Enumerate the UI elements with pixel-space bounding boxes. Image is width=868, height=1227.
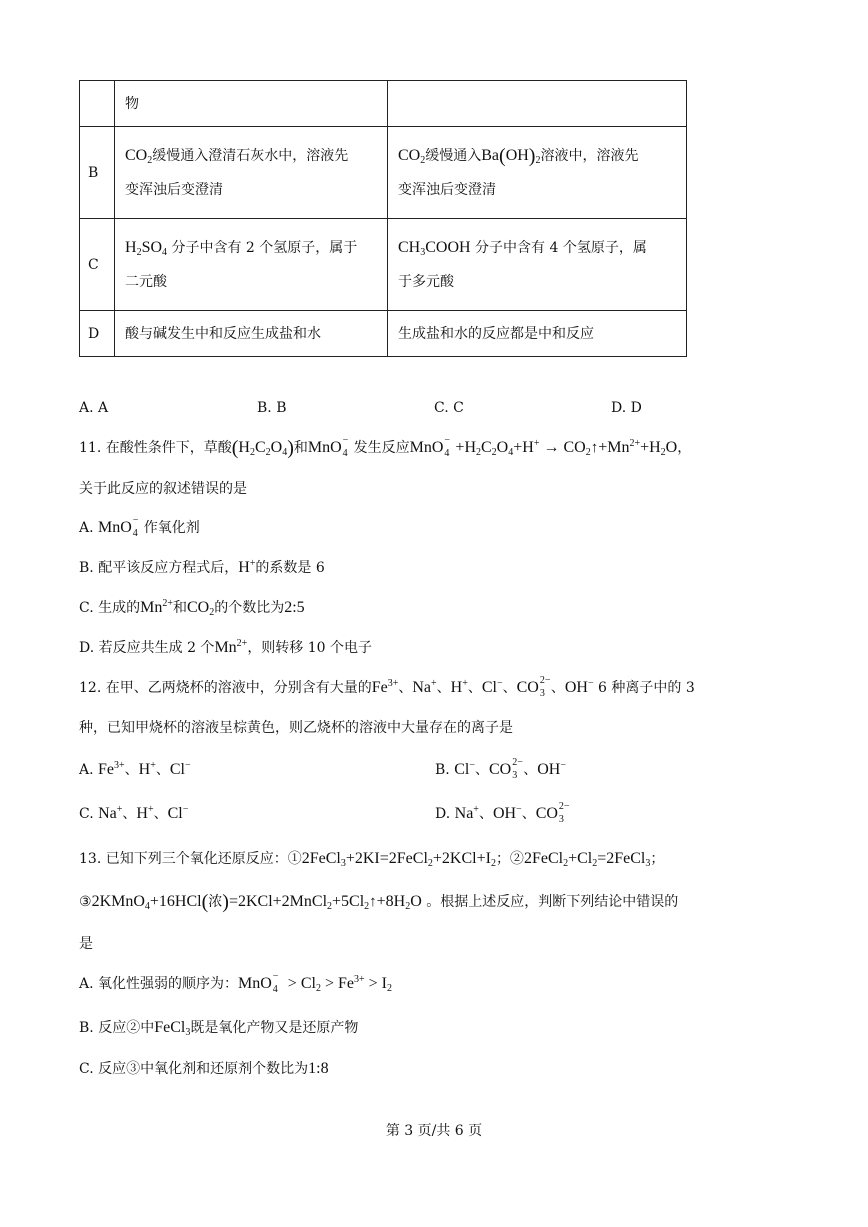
table-row-b-right-line2: 变浑浊后变澄清 <box>398 181 496 198</box>
q11-stem-line1: 11. 在酸性条件下，草酸$(H_2C_2O_4)$和MnO − 4 发生反应MnO − 4 $+H_2C_2O_4+H^+$ → $CO_2↑+Mn^{2+}+H_2O$， <box>79 435 692 460</box>
table-row-a-label <box>80 81 115 127</box>
gas-arrow-icon: ↑ <box>590 440 599 456</box>
q13-option-a[interactable]: A. 氧化性强弱的顺序为：MnO − 4 > $Cl_2 > Fe^{3+} > I_2$ <box>79 971 392 996</box>
table-row-b-right: $CO_2$缓慢通入$Ba(OH)_2$溶液中，溶液先 变浑浊后变澄清 <box>388 127 687 219</box>
q11-option-b-text: 的系数是 6 <box>255 560 325 576</box>
table-row-a-right <box>388 81 687 127</box>
table-row-b-left: $CO_2$缓慢通入澄清石灰水中，溶液先 变浑浊后变澄清 <box>115 127 388 219</box>
q13-option-b[interactable]: B. 反应②中FeCl$_3$既是氧化产物又是还原产物 <box>79 1019 359 1038</box>
q13-stem-line3: 是 <box>79 936 93 952</box>
table-row-b-label: B <box>80 127 115 219</box>
q11-option-d-text: ，则转移 10 个电子 <box>247 640 373 656</box>
q13-option-b-text: 既是氧化产物又是还原产物 <box>190 1020 359 1036</box>
q12-option-d[interactable]: D. Na+、OH−、CO 2− 3 <box>435 801 570 826</box>
page-footer: 第 3 页/共 6 页 <box>385 1123 483 1139</box>
q11-option-a-text: 作氧化剂 <box>143 520 200 536</box>
q13-option-c[interactable]: C. 反应③中氧化剂和还原剂个数比为1:8 <box>79 1060 329 1077</box>
q13-stem-line1: 13. 已知下列三个氧化还原反应：$①2FeCl_3+2KI=2FeCl_2+2KCl+I_2$；$②2FeCl_2+Cl_2=2FeCl_3$； <box>79 850 665 869</box>
q11-option-c[interactable]: C. 生成的$Mn^{2+}$和$CO_2$的个数比为2:5 <box>79 598 305 618</box>
table-row-a-left: 物 <box>115 81 388 127</box>
table-row-c-left: $H_2SO_4$ 分子中含有 2 个氢原子，属于 二元酸 <box>115 219 388 311</box>
table-row-c-right: $CH_3COOH$ 分子中含有 4 个氢原子，属 于多元酸 <box>388 219 687 311</box>
table-row-d-label: D <box>80 311 115 357</box>
options-table <box>79 80 687 357</box>
q12-stem-line1: 12. 在甲、乙两烧杯的溶液中，分别含有大量的$Fe^{3+}$、Na+、H+、Cl−、CO 2− 3 、OH− 6 种离子中的 3 <box>79 675 695 700</box>
q11-option-a[interactable]: A. MnO − 4 作氧化剂 <box>79 515 200 540</box>
q11-option-d[interactable]: D. 若反应共生成 2 个$Mn^{2+}$，则转移 10 个电子 <box>79 638 373 656</box>
q10-choice-c[interactable]: C. C <box>434 400 464 416</box>
table-row-d-right: 生成盐和水的反应都是中和反应 <box>388 311 687 357</box>
q11-stem-line2: 关于此反应的叙述错误的是 <box>79 481 247 497</box>
table-row-c-right-line2: 于多元酸 <box>398 273 454 290</box>
q10-choice-b[interactable]: B. B <box>257 400 287 416</box>
q12-option-c[interactable]: C. Na+、H+、Cl− <box>79 804 189 822</box>
q11-option-b[interactable]: B. 配平该反应方程式后，H+的系数是 6 <box>79 558 325 576</box>
q10-choice-a[interactable]: A. A <box>79 400 109 416</box>
table-row-c-left-line2: 二元酸 <box>125 273 167 290</box>
table-row-c-label: C <box>80 219 115 311</box>
q13-stem-line2: ③2KMnO$_4$+16HCl(浓)$=2KCl+2MnCl_2+5Cl_2↑+8H_2O$ 。根据上述反应，判断下列结论中错误的 <box>79 891 679 913</box>
q12-option-b[interactable]: B. Cl−、CO 2− 3 、OH− <box>435 757 566 782</box>
q12-stem-line2: 种，已知甲烧杯的溶液呈棕黄色，则乙烧杯的溶液中大量存在的离子是 <box>79 720 513 736</box>
gas-arrow-icon: ↑ <box>369 894 377 910</box>
q12-option-a[interactable]: A. $Fe^{3+}$、H+、Cl− <box>79 760 191 778</box>
table-row-b-left-line2: 变浑浊后变澄清 <box>125 181 223 198</box>
q10-choice-d[interactable]: D. D <box>611 400 642 416</box>
table-row-d-left: 酸与碱发生中和反应生成盐和水 <box>115 311 388 357</box>
